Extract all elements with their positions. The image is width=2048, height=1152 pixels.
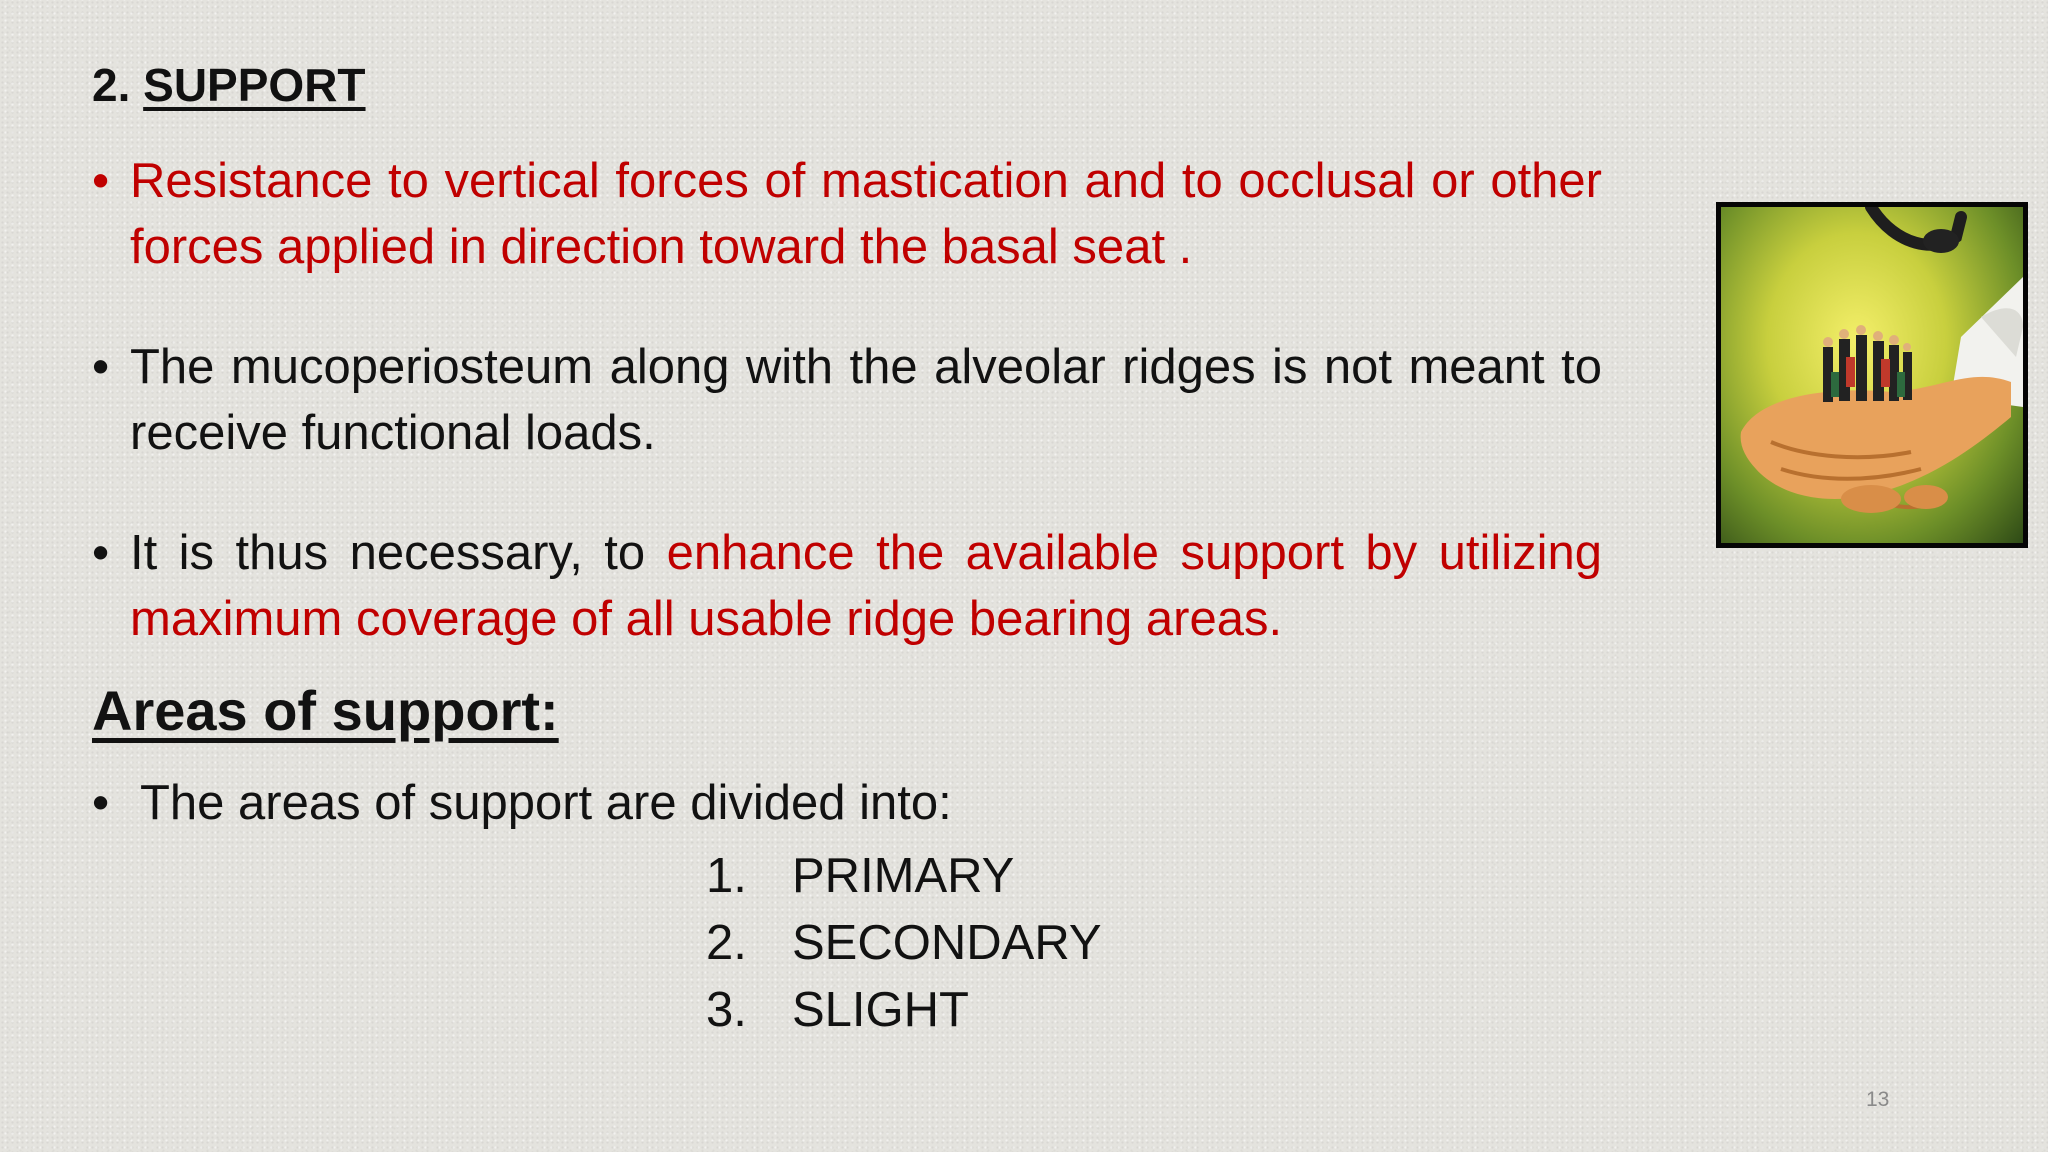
bullet-list [92,148,1602,706]
bullet-item [92,148,1602,280]
bullet-text: It is thus necessary, to [130,526,667,580]
list-label: SECONDARY [792,916,1102,970]
list-number: 2. [706,916,747,970]
slide-heading [92,58,366,112]
page-number: 13 [1866,1088,1890,1111]
bullet-text: The mucoperiosteum along with the alveolar ridges is not meant to receive functional loads. [130,340,1602,460]
family-in-hands-image [1716,202,2028,548]
bullet-text: Resistance to vertical forces of mastication and to occlusal or other forces applied in direction toward the basal seat . [130,154,1602,274]
bullet-item [92,520,1602,652]
bullet-text-highlight: enhance the available support by utilizing maximum coverage of all usable ridge bearing areas. [130,526,1602,646]
list-number: 3. [706,983,747,1037]
family-in-hands-illustration-icon [1721,207,2023,543]
bullet-dot: • [92,154,110,208]
list-item [706,843,1102,910]
heading-number: 2. [92,59,144,111]
bullet-dot: • [92,776,110,830]
bullet-item [92,334,1602,466]
list-number: 1. [706,849,747,903]
areas-intro [92,770,952,836]
list-label: PRIMARY [792,849,1015,903]
heading-title: SUPPORT [143,59,366,111]
list-item [706,977,1102,1044]
bullet-dot: • [92,340,110,394]
bullet-dot: • [92,526,110,580]
list-item [706,910,1102,977]
areas-numbered-list [706,843,1102,1044]
areas-intro-text: The areas of support are divided into: [140,776,952,830]
list-label: SLIGHT [792,983,969,1037]
areas-heading: Areas of support: [92,679,559,742]
